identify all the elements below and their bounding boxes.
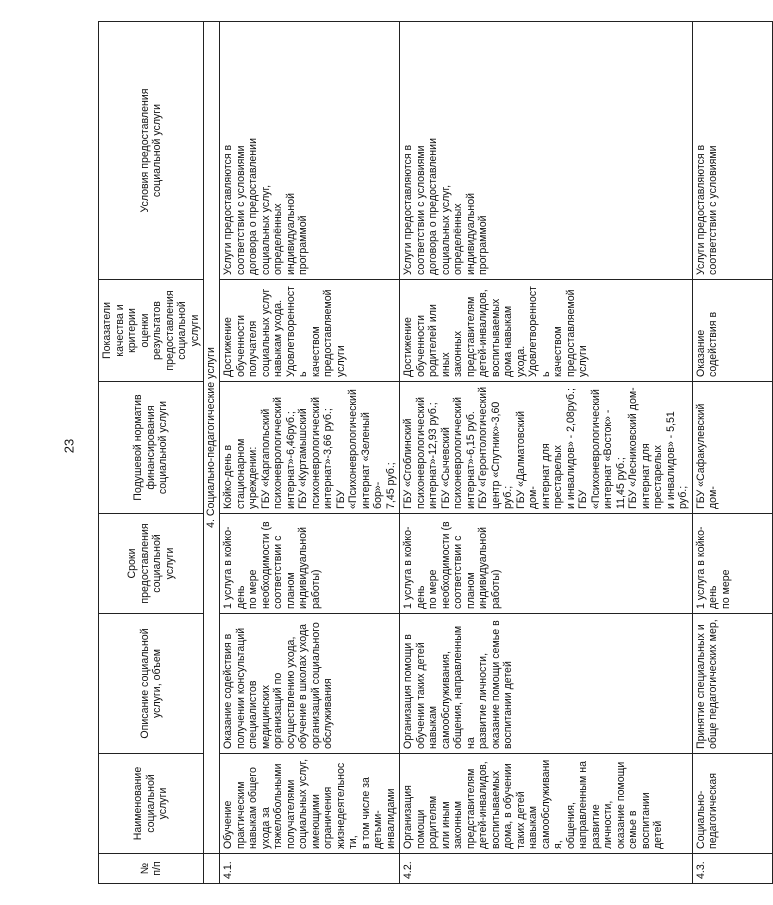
row-conditions: Услуги предоставляются в соответствии с условиями <box>692 22 772 280</box>
page-number: 23 <box>61 438 77 454</box>
row-terms: 1 услуга в койко-день по мере необходимости (в соответствии с планом индивидуальной работы) <box>220 514 400 614</box>
header-num: № п/п <box>99 854 204 884</box>
row-indicators: Достижение обученности получателя социальных услуг навыкам ухода. Удовлетворенность качеством предоставляемой услуги <box>220 280 400 382</box>
social-services-table <box>98 21 773 884</box>
row-description: Организация помощи в обучении таких детей навыкам самообслуживания, общения, направленным на развитие личности, оказание помощи семье в воспитании детей <box>400 614 693 754</box>
row-norm: ГБУ «Сгоблинский психоневрологический интернат»-12,93 руб.; ГБУ «Сычевский психоневрологический интернат»-6,15 руб. ГБУ «Геронтологический центр «Спутник»-3,60 руб.; ГБУ «Далматовский дом- интернат для престарелых и инвалидов» - 2,08руб.; ГБУ «Психоневрологический интернат «Восток» - 11,45 руб.; ГБУ «Лесниковский дом- интернат для престарелых и инвалидов» - 5,51 руб.; <box>400 382 693 514</box>
row-indicators: Достижение обученности родителей или иных законных представителям детей-инвалидов, воспитываемых дома навыкам ухода. Удовлетворенность качеством предоставляемой услуги <box>400 280 693 382</box>
row-conditions: Услуги предоставляются в соответствии с условиями договора о предоставлении социальных услуг, определённых индивидуальной программой <box>400 22 693 280</box>
header-terms: Сроки предоставления социальной услуги <box>99 514 204 614</box>
row-description: Принятие специальных и обще педагогических мер, <box>692 614 772 754</box>
table-header-row <box>99 22 204 884</box>
table-row <box>220 22 400 884</box>
header-name: Наименование социальной услуги <box>99 754 204 854</box>
row-description: Оказание содействия в получении консультаций специалистов медицинских организаций по осуществлению ухода, обучение в школах ухода организаций социального обслуживания <box>220 614 400 754</box>
row-norm: Койко-день в стационарном учреждении: ГБУ «Каргапольский психоневрологический интернат»-6,46руб.; ГБУ «Куртамышский психоневрологический интернат»-3,66 руб.; ГБУ «Психоневрологический интернат «Зеленый бор»- 7,45 руб.; <box>220 382 400 514</box>
row-name: Организация помощи родителям или иным законным представителям детей-инвалидов, воспитываемых дома, в обучении таких детей навыкам самообслуживания, общения, направленным на развитие личности, оказание помощи семье в воспитании детей <box>400 754 693 854</box>
section-spacer <box>204 854 220 884</box>
section-title: 4. Социально-педагогические услуги <box>204 22 220 854</box>
row-conditions: Услуги предоставляются в соответствии с условиями договора о предоставлении социальных услуг, определённых индивидуальной программой <box>220 22 400 280</box>
row-norm: ГБУ «Сафакулевский дом- <box>692 382 772 514</box>
table-row <box>692 22 772 884</box>
table-row <box>400 22 693 884</box>
row-num: 4.1. <box>220 854 400 884</box>
row-num: 4.2. <box>400 854 693 884</box>
header-description: Описание социальной услуги, объем <box>99 614 204 754</box>
header-norm: Подушевой норматив финансирования социальной услуги <box>99 382 204 514</box>
row-indicators: Оказание содействия в <box>692 280 772 382</box>
section-row <box>204 22 220 884</box>
row-terms: 1 услуга в койко-день по мере необходимости (в соответствии с планом индивидуальной работы) <box>400 514 693 614</box>
row-name: Обучение практическим навыкам общего ухода за тяжелобольными получателями социальных услуг, имеющими ограничения жизнедеятельности, в том числе за детьми-инвалидами <box>220 754 400 854</box>
row-name: Социально- педагогическая <box>692 754 772 854</box>
row-terms: 1 услуга в койко-день по мере <box>692 514 772 614</box>
header-indicators: Показатели качества и критерии оценки результатов предоставления социальной услуги <box>99 280 204 382</box>
header-conditions: Условия предоставления социальной услуги <box>99 22 204 280</box>
row-num: 4.3. <box>692 854 772 884</box>
rotated-table-container <box>98 22 732 884</box>
